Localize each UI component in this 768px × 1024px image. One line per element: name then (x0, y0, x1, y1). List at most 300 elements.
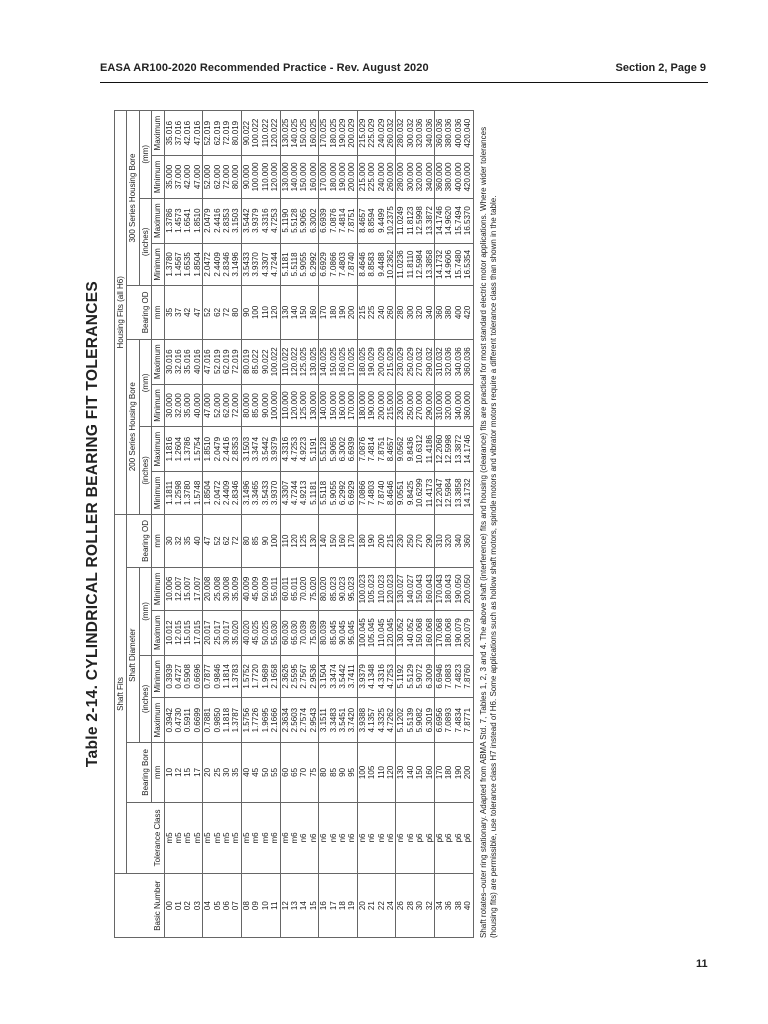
cell-s200-in-min: 3.9370 (270, 472, 280, 514)
cell-s200-in-max: 7.4814 (367, 427, 376, 472)
cell-s300-in-max: 9.4499 (377, 198, 386, 243)
cell-shaft-in-min: 3.9379 (357, 655, 367, 697)
cell-s200-mm-min: 62.000 (222, 384, 231, 426)
cell-s300-in-max: 14.9620 (444, 198, 453, 243)
cell-basic-number: 09 (251, 874, 260, 938)
cell-od-300: 110 (261, 286, 270, 340)
cell-shaft-mm-min: 150.043 (415, 568, 424, 610)
cell-s300-in-max: 16.5370 (463, 198, 473, 243)
cell-shaft-mm-min: 105.023 (367, 568, 376, 610)
table-row (241, 111, 251, 938)
cell-od-200: 215 (386, 514, 396, 568)
cell-s200-in-min: 3.1496 (241, 472, 251, 514)
cell-tolerance-class: m6 (251, 802, 260, 874)
cell-shaft-in-max: 5.5139 (406, 698, 415, 743)
cell-s200-in-max: 2.0479 (213, 427, 222, 472)
cell-s200-mm-min: 52.000 (213, 384, 222, 426)
cell-s200-mm-min: 100.000 (270, 384, 280, 426)
cell-bearing-bore: 95 (347, 743, 357, 802)
cell-shaft-mm-max: 180.068 (444, 610, 453, 655)
cell-bearing-bore: 45 (251, 743, 260, 802)
cell-shaft-mm-max: 150.068 (415, 610, 424, 655)
cell-bearing-bore: 65 (290, 743, 299, 802)
cell-shaft-in-max: 4.7262 (386, 698, 396, 743)
cell-s300-mm-min: 300.000 (406, 156, 415, 198)
cell-s200-in-max: 2.8353 (231, 427, 241, 472)
cell-s300-in-min: 13.3858 (425, 243, 435, 285)
cell-shaft-mm-max: 17.015 (193, 610, 203, 655)
table-row (290, 111, 299, 938)
cell-basic-number: 21 (367, 874, 376, 938)
cell-s200-in-max: 7.8751 (377, 427, 386, 472)
cell-shaft-in-min: 2.1658 (270, 655, 280, 697)
cell-od-300: 35 (164, 286, 174, 340)
cell-od-200: 90 (261, 514, 270, 568)
cell-s300-mm-min: 240.000 (377, 156, 386, 198)
cell-s200-mm-min: 35.000 (183, 384, 192, 426)
cell-basic-number: 32 (425, 874, 435, 938)
cell-s300-in-max: 6.3002 (309, 198, 319, 243)
cell-shaft-in-min: 4.3316 (377, 655, 386, 697)
table-row (463, 111, 473, 938)
cell-s300-in-min: 1.3780 (164, 243, 174, 285)
cell-shaft-in-min: 3.1504 (319, 655, 329, 697)
cell-s300-mm-min: 380.000 (444, 156, 453, 198)
cell-s300-mm-min: 280.000 (396, 156, 406, 198)
cell-bearing-bore: 55 (270, 743, 280, 802)
cell-s300-mm-max: 35.016 (164, 111, 174, 156)
cell-od-200: 340 (454, 514, 463, 568)
table-row (164, 111, 174, 938)
hdr-min: Minimum (152, 568, 164, 610)
cell-s200-in-min: 7.8740 (377, 472, 386, 514)
cell-od-200: 125 (299, 514, 308, 568)
cell-s200-mm-max: 130.025 (309, 339, 319, 384)
cell-s200-in-max: 7.0876 (357, 427, 367, 472)
table-row (406, 111, 415, 938)
cell-s200-in-min: 10.6299 (415, 472, 424, 514)
hdr-max: Maximum (152, 427, 164, 472)
cell-shaft-in-max: 0.9850 (213, 698, 222, 743)
cell-s200-in-min: 7.4803 (367, 472, 376, 514)
cell-s300-in-min: 8.4646 (357, 243, 367, 285)
cell-s300-mm-max: 72.019 (222, 111, 231, 156)
cell-tolerance-class: p6 (454, 802, 463, 874)
cell-basic-number: 01 (174, 874, 183, 938)
cell-s200-mm-max: 140.025 (319, 339, 329, 384)
cell-shaft-mm-min: 85.023 (329, 568, 338, 610)
cell-od-200: 62 (222, 514, 231, 568)
cell-basic-number: 06 (222, 874, 231, 938)
cell-shaft-mm-max: 20.017 (203, 610, 213, 655)
cell-s200-mm-max: 90.022 (261, 339, 270, 384)
cell-tolerance-class: n6 (367, 802, 376, 874)
cell-s300-mm-min: 215.000 (357, 156, 367, 198)
cell-shaft-in-min: 0.7877 (203, 655, 213, 697)
col-bearing-od-300: Bearing OD (127, 286, 152, 340)
cell-s200-in-min: 6.6929 (347, 472, 357, 514)
cell-s300-mm-min: 130.000 (280, 156, 290, 198)
cell-s200-mm-max: 72.019 (231, 339, 241, 384)
table-row (396, 111, 406, 938)
cell-od-300: 240 (377, 286, 386, 340)
cell-s300-mm-max: 130.025 (280, 111, 290, 156)
cell-shaft-in-max: 2.3634 (280, 698, 290, 743)
cell-s300-in-min: 7.8740 (347, 243, 357, 285)
cell-tolerance-class: n6 (299, 802, 308, 874)
table-row (174, 111, 183, 938)
cell-shaft-mm-max: 60.030 (280, 610, 290, 655)
cell-shaft-in-min: 5.9072 (415, 655, 424, 697)
cell-tolerance-class: m5 (193, 802, 203, 874)
cell-s200-in-min: 8.4646 (386, 472, 396, 514)
cell-s200-in-max: 6.6939 (347, 427, 357, 472)
cell-shaft-in-min: 1.7720 (251, 655, 260, 697)
cell-tolerance-class: p6 (444, 802, 453, 874)
cell-od-200: 160 (338, 514, 347, 568)
cell-tolerance-class: m6 (280, 802, 290, 874)
cell-s300-in-max: 11.8123 (406, 198, 415, 243)
cell-s200-in-max: 5.1191 (309, 427, 319, 472)
cell-s200-in-max: 1.2604 (174, 427, 183, 472)
cell-shaft-mm-min: 60.011 (280, 568, 290, 610)
cell-s200-in-min: 2.4409 (222, 472, 231, 514)
cell-s300-mm-max: 200.029 (347, 111, 357, 156)
cell-shaft-mm-max: 30.017 (222, 610, 231, 655)
cell-s300-in-min: 2.8346 (222, 243, 231, 285)
cell-s300-in-max: 4.7253 (270, 198, 280, 243)
cell-s300-mm-max: 420.040 (463, 111, 473, 156)
cell-s200-in-max: 1.3786 (183, 427, 192, 472)
cell-bearing-bore: 190 (454, 743, 463, 802)
cell-s300-mm-max: 37.016 (174, 111, 183, 156)
unit-300-mm: (mm) (139, 111, 151, 199)
cell-s300-in-min: 11.0236 (396, 243, 406, 285)
table-row (213, 111, 222, 938)
cell-s300-in-min: 9.4488 (377, 243, 386, 285)
cell-od-200: 47 (203, 514, 213, 568)
cell-basic-number: 26 (396, 874, 406, 938)
cell-bearing-bore: 60 (280, 743, 290, 802)
cell-shaft-in-min: 2.3626 (280, 655, 290, 697)
cell-s200-in-min: 1.5748 (193, 472, 203, 514)
cell-shaft-in-min: 7.8760 (463, 655, 473, 697)
cell-od-200: 100 (270, 514, 280, 568)
col-tolerance-class: Tolerance Class (127, 802, 164, 874)
cell-shaft-mm-max: 45.025 (251, 610, 260, 655)
cell-s300-in-min: 3.9370 (251, 243, 260, 285)
cell-od-200: 35 (183, 514, 192, 568)
cell-shaft-mm-min: 10.006 (164, 568, 174, 610)
cell-s300-mm-min: 180.000 (329, 156, 338, 198)
cell-s300-mm-min: 140.000 (290, 156, 299, 198)
cell-tolerance-class: n6 (329, 802, 338, 874)
hdr-max: Maximum (152, 610, 164, 655)
cell-shaft-mm-min: 40.009 (241, 568, 251, 610)
cell-s200-in-max: 12.2060 (435, 427, 445, 472)
page-number: 11 (696, 958, 708, 970)
cell-s200-in-max: 1.1816 (164, 427, 174, 472)
cell-s200-mm-min: 250.000 (406, 384, 415, 426)
cell-bearing-bore: 130 (396, 743, 406, 802)
cell-s200-mm-min: 130.000 (309, 384, 319, 426)
unit-200-inches: (inches) (139, 427, 151, 514)
cell-od-200: 130 (309, 514, 319, 568)
cell-s200-in-min: 1.2598 (174, 472, 183, 514)
cell-s200-mm-max: 310.032 (435, 339, 445, 384)
cell-tolerance-class: n6 (338, 802, 347, 874)
cell-tolerance-class: m5 (213, 802, 222, 874)
cell-s300-in-min: 5.9055 (299, 243, 308, 285)
cell-s300-in-max: 8.4657 (357, 198, 367, 243)
cell-od-200: 30 (164, 514, 174, 568)
cell-s300-in-max: 5.5128 (290, 198, 299, 243)
cell-shaft-in-min: 0.6696 (193, 655, 203, 697)
cell-shaft-mm-max: 130.052 (396, 610, 406, 655)
cell-basic-number: 14 (299, 874, 308, 938)
cell-s200-mm-max: 200.029 (377, 339, 386, 384)
cell-shaft-mm-min: 160.043 (425, 568, 435, 610)
cell-s300-in-max: 7.0876 (329, 198, 338, 243)
cell-s300-in-max: 1.8510 (193, 198, 203, 243)
cell-s200-in-max: 11.4186 (425, 427, 435, 472)
cell-s300-in-min: 8.8583 (367, 243, 376, 285)
cell-shaft-mm-min: 120.023 (386, 568, 396, 610)
cell-shaft-in-max: 4.1357 (367, 698, 376, 743)
cell-s300-mm-max: 110.022 (261, 111, 270, 156)
cell-s200-mm-min: 90.000 (261, 384, 270, 426)
table-row (444, 111, 453, 938)
cell-od-200: 360 (463, 514, 473, 568)
cell-shaft-in-min: 1.3783 (231, 655, 241, 697)
cell-shaft-in-max: 7.0893 (444, 698, 453, 743)
cell-shaft-mm-max: 70.039 (299, 610, 308, 655)
cell-od-200: 40 (193, 514, 203, 568)
cell-shaft-in-min: 4.7253 (386, 655, 396, 697)
cell-shaft-mm-min: 190.050 (454, 568, 463, 610)
cell-s300-in-min: 7.0866 (329, 243, 338, 285)
cell-shaft-in-max: 3.5451 (338, 698, 347, 743)
cell-s200-mm-max: 30.016 (164, 339, 174, 384)
cell-shaft-mm-max: 160.068 (425, 610, 435, 655)
cell-od-300: 62 (213, 286, 222, 340)
cell-shaft-mm-min: 20.008 (203, 568, 213, 610)
cell-s200-in-min: 5.1181 (309, 472, 319, 514)
cell-s200-in-max: 3.9379 (270, 427, 280, 472)
cell-s200-mm-max: 40.016 (193, 339, 203, 384)
cell-basic-number: 07 (231, 874, 241, 938)
cell-s300-in-max: 15.7494 (454, 198, 463, 243)
cell-basic-number: 19 (347, 874, 357, 938)
cell-od-300: 340 (425, 286, 435, 340)
cell-s200-in-min: 14.1732 (463, 472, 473, 514)
cell-shaft-in-max: 1.7726 (251, 698, 260, 743)
cell-shaft-in-max: 0.4730 (174, 698, 183, 743)
cell-shaft-mm-max: 105.045 (367, 610, 376, 655)
cell-shaft-mm-max: 12.015 (174, 610, 183, 655)
cell-shaft-in-min: 2.9536 (309, 655, 319, 697)
cell-shaft-mm-max: 15.015 (183, 610, 192, 655)
cell-bearing-bore: 85 (329, 743, 338, 802)
unit-200-mm: (mm) (139, 339, 151, 426)
cell-s200-in-max: 4.7253 (290, 427, 299, 472)
cell-shaft-mm-max: 65.030 (290, 610, 299, 655)
cell-bearing-bore: 75 (309, 743, 319, 802)
cell-s300-mm-min: 100.000 (251, 156, 260, 198)
cell-s200-mm-min: 290.000 (425, 384, 435, 426)
cell-s200-in-min: 2.0472 (213, 472, 222, 514)
unit-shaft-mm: (mm) (139, 568, 151, 655)
cell-basic-number: 16 (319, 874, 329, 938)
cell-od-200: 230 (396, 514, 406, 568)
cell-s300-mm-min: 190.000 (338, 156, 347, 198)
cell-s200-mm-min: 230.000 (396, 384, 406, 426)
table-row (270, 111, 280, 938)
cell-shaft-mm-min: 45.009 (251, 568, 260, 610)
hdr-max: Maximum (152, 198, 164, 243)
cell-bearing-bore: 35 (231, 743, 241, 802)
cell-s300-in-max: 3.1503 (231, 198, 241, 243)
cell-s300-in-min: 6.6929 (319, 243, 329, 285)
cell-s200-mm-min: 180.000 (357, 384, 367, 426)
cell-basic-number: 10 (261, 874, 270, 938)
cell-s200-in-min: 1.1811 (164, 472, 174, 514)
cell-tolerance-class: m5 (203, 802, 213, 874)
cell-s200-in-min: 3.3465 (251, 472, 260, 514)
cell-od-300: 190 (338, 286, 347, 340)
table-row (299, 111, 308, 938)
table-row (338, 111, 347, 938)
cell-s200-mm-min: 270.000 (415, 384, 424, 426)
cell-shaft-mm-min: 100.023 (357, 568, 367, 610)
cell-s300-in-min: 10.2362 (386, 243, 396, 285)
cell-s200-in-max: 1.8510 (203, 427, 213, 472)
cell-shaft-mm-max: 85.045 (329, 610, 338, 655)
cell-shaft-in-max: 5.1202 (396, 698, 406, 743)
table-row (425, 111, 435, 938)
cell-s200-in-min: 1.8504 (203, 472, 213, 514)
cell-shaft-mm-min: 70.020 (299, 568, 308, 610)
cell-od-200: 120 (290, 514, 299, 568)
bearing-fit-table (114, 110, 474, 938)
cell-od-200: 170 (347, 514, 357, 568)
cell-tolerance-class: m6 (290, 802, 299, 874)
table-row (193, 111, 203, 938)
cell-od-300: 320 (415, 286, 424, 340)
cell-tolerance-class: n6 (377, 802, 386, 874)
cell-s200-in-min: 5.9055 (329, 472, 338, 514)
cell-shaft-in-max: 0.3942 (164, 698, 174, 743)
cell-s200-in-min: 6.2992 (338, 472, 347, 514)
cell-od-300: 47 (193, 286, 203, 340)
cell-s300-mm-max: 170.025 (319, 111, 329, 156)
hdr-min: Minimum (152, 243, 164, 285)
cell-bearing-bore: 80 (319, 743, 329, 802)
cell-s200-in-max: 9.0562 (396, 427, 406, 472)
cell-shaft-mm-max: 90.045 (338, 610, 347, 655)
cell-shaft-in-min: 6.6946 (435, 655, 445, 697)
cell-tolerance-class: p6 (415, 802, 424, 874)
cell-s300-mm-min: 170.000 (319, 156, 329, 198)
cell-s300-mm-max: 52.019 (203, 111, 213, 156)
cell-shaft-mm-max: 200.079 (463, 610, 473, 655)
cell-shaft-mm-max: 170.068 (435, 610, 445, 655)
cell-bearing-bore: 30 (222, 743, 231, 802)
cell-s300-mm-min: 420.000 (463, 156, 473, 198)
cell-basic-number: 38 (454, 874, 463, 938)
cell-od-200: 150 (329, 514, 338, 568)
cell-s200-mm-max: 215.029 (386, 339, 396, 384)
cell-shaft-in-max: 1.5756 (241, 698, 251, 743)
cell-shaft-mm-max: 100.045 (357, 610, 367, 655)
cell-s300-mm-max: 42.016 (183, 111, 192, 156)
cell-shaft-mm-max: 190.079 (454, 610, 463, 655)
cell-od-300: 80 (231, 286, 241, 340)
cell-s200-mm-min: 80.000 (241, 384, 251, 426)
table-row (329, 111, 338, 938)
cell-s300-in-min: 6.2992 (309, 243, 319, 285)
cell-shaft-in-max: 3.3483 (329, 698, 338, 743)
hdr-max: Maximum (152, 339, 164, 384)
cell-shaft-in-max: 7.8771 (463, 698, 473, 743)
cell-od-300: 72 (222, 286, 231, 340)
unit-od-mm: mm (152, 286, 164, 340)
cell-basic-number: 20 (357, 874, 367, 938)
cell-s300-mm-max: 380.036 (444, 111, 453, 156)
cell-bearing-bore: 10 (164, 743, 174, 802)
cell-bearing-bore: 170 (435, 743, 445, 802)
cell-shaft-mm-min: 90.023 (338, 568, 347, 610)
table-row (261, 111, 270, 938)
cell-shaft-in-max: 7.4834 (454, 698, 463, 743)
cell-od-300: 420 (463, 286, 473, 340)
cell-basic-number: 18 (338, 874, 347, 938)
cell-s300-mm-max: 340.036 (425, 111, 435, 156)
cell-bearing-bore: 120 (386, 743, 396, 802)
cell-shaft-mm-min: 12.007 (174, 568, 183, 610)
cell-shaft-mm-max: 95.045 (347, 610, 357, 655)
cell-s300-mm-min: 320.000 (415, 156, 424, 198)
cell-s200-mm-min: 40.000 (193, 384, 203, 426)
cell-shaft-mm-min: 65.011 (290, 568, 299, 610)
cell-s200-in-min: 11.4173 (425, 472, 435, 514)
cell-s300-mm-min: 80.000 (231, 156, 241, 198)
cell-od-200: 85 (251, 514, 260, 568)
cell-basic-number: 00 (164, 874, 174, 938)
document-header-title: EASA AR100-2020 Recommended Practice - Rev. August 2020 (100, 62, 429, 74)
cell-s200-mm-min: 310.000 (435, 384, 445, 426)
cell-od-300: 52 (203, 286, 213, 340)
cell-s300-in-min: 5.5118 (290, 243, 299, 285)
table-row (454, 111, 463, 938)
cell-shaft-in-max: 5.9082 (415, 698, 424, 743)
cell-s200-in-min: 12.5984 (444, 472, 453, 514)
cell-basic-number: 04 (203, 874, 213, 938)
cell-s300-mm-max: 62.019 (213, 111, 222, 156)
cell-s300-mm-min: 340.000 (425, 156, 435, 198)
cell-shaft-in-min: 5.1192 (396, 655, 406, 697)
cell-s300-in-max: 2.4416 (213, 198, 222, 243)
hdr-min: Minimum (152, 384, 164, 426)
cell-tolerance-class: m5 (231, 802, 241, 874)
cell-s200-mm-max: 270.032 (415, 339, 424, 384)
table-row (357, 111, 367, 938)
cell-shaft-mm-max: 120.045 (386, 610, 396, 655)
cell-s300-mm-min: 360.000 (435, 156, 445, 198)
cell-s300-mm-min: 37.000 (174, 156, 183, 198)
table-row (435, 111, 445, 938)
cell-s300-in-max: 14.1746 (435, 198, 445, 243)
